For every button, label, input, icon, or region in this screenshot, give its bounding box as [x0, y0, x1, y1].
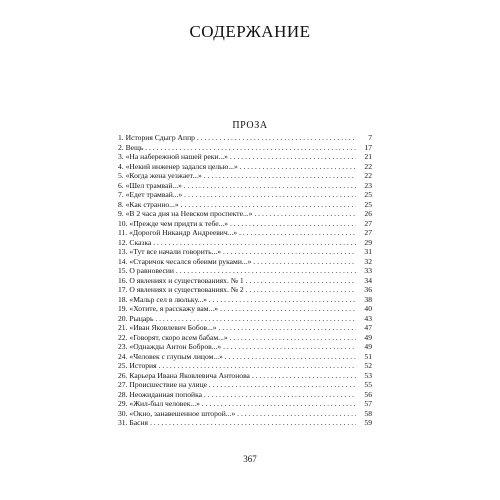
toc-entry: [118, 190, 372, 200]
toc-entry-title: 18. «Мальр сел в люльку...» . . .: [118, 295, 356, 305]
toc-entry: [118, 304, 372, 314]
toc-entry: [118, 380, 372, 390]
toc-entry-page: 27: [356, 228, 372, 238]
toc-entry-title: 4. «Некий инженер задался целью...» . . .: [118, 162, 356, 172]
toc-entry: [118, 266, 372, 276]
toc-entry-page: 23: [356, 181, 372, 191]
toc-entry-title: 20. Рыцарь . . .: [118, 314, 356, 324]
toc-entry-title: 14. «Старичок чесался обеими руками...» . . .: [118, 257, 356, 267]
toc-entry-title: 6. «Шел трамвай...» . . .: [118, 181, 356, 191]
toc-entry: [118, 152, 372, 162]
table-of-contents: [118, 133, 372, 428]
toc-entry-title: 11. «Дорогой Никандр Андреевич...» . . .: [118, 228, 356, 238]
toc-entry-page: 21: [356, 152, 372, 162]
toc-entry-page: 31: [356, 247, 372, 257]
toc-entry: [118, 314, 372, 324]
toc-entry-title: 3. «На набережной нашей реки...» . . .: [118, 152, 356, 162]
toc-entry-page: 32: [356, 257, 372, 267]
toc-entry-page: 52: [356, 361, 372, 371]
toc-entry-title: 9. «В 2 часа дня на Невском проспекте...» . . .: [118, 209, 356, 219]
toc-entry: [118, 285, 372, 295]
toc-entry: [118, 342, 372, 352]
toc-entry-page: 25: [356, 200, 372, 210]
toc-entry: [118, 143, 372, 153]
toc-entry: [118, 323, 372, 333]
toc-entry-page: 49: [356, 333, 372, 343]
toc-entry-title: 23. «Однажды Антон Бобров...» . . .: [118, 342, 356, 352]
toc-entry-title: 28. Неожиданная попойка . . .: [118, 390, 356, 400]
toc-entry-title: 22. «Говорят, скоро всем бабам...» . . .: [118, 333, 356, 343]
toc-entry: [118, 133, 372, 143]
toc-entry-page: 59: [356, 418, 372, 428]
toc-entry: [118, 228, 372, 238]
toc-entry-title: 7. «Едет трамвай...» . . .: [118, 190, 356, 200]
toc-entry: [118, 371, 372, 381]
toc-entry-page: 38: [356, 295, 372, 305]
toc-entry-title: 17. О явлениях и существованиях. № 2 . . .: [118, 285, 356, 295]
section-heading: ПРОЗА: [232, 120, 268, 131]
toc-entry-title: 21. «Иван Яковлевич Бобов...» . . .: [118, 323, 356, 333]
toc-entry-title: 26. Карьера Ивана Яковлевича Антонова . . .: [118, 371, 356, 381]
toc-entry: [118, 418, 372, 428]
toc-entry: [118, 181, 372, 191]
toc-entry-page: 56: [356, 390, 372, 400]
toc-entry-title: 31. Басня . . .: [118, 418, 356, 428]
toc-entry: [118, 352, 372, 362]
toc-entry-title: 24. «Человек с глупым лицом...» . . .: [118, 352, 356, 362]
toc-entry-page: 36: [356, 285, 372, 295]
toc-entry-page: 22: [356, 171, 372, 181]
toc-entry: [118, 238, 372, 248]
toc-entry-page: 40: [356, 304, 372, 314]
toc-entry-title: 2. Вещь . . .: [118, 143, 356, 153]
toc-entry-title: 19. «Хотите, я расскажу вам...» . . .: [118, 304, 356, 314]
toc-entry-page: 34: [356, 276, 372, 286]
toc-entry: [118, 399, 372, 409]
toc-entry: [118, 247, 372, 257]
toc-entry-page: 33: [356, 266, 372, 276]
toc-entry-title: 25. История . . .: [118, 361, 356, 371]
toc-entry: [118, 390, 372, 400]
toc-entry-title: 16. О явлениях и существованиях. № 1 . . .: [118, 276, 356, 286]
toc-entry-page: 57: [356, 399, 372, 409]
toc-entry-title: 15. О равновесии . . .: [118, 266, 356, 276]
toc-entry: [118, 276, 372, 286]
toc-entry: [118, 171, 372, 181]
toc-entry: [118, 200, 372, 210]
toc-entry: [118, 209, 372, 219]
toc-entry-title: 27. Происшествие на улице . . .: [118, 380, 356, 390]
toc-entry-page: 55: [356, 380, 372, 390]
toc-entry-title: 1. История Сдыгр Аппр . . .: [118, 133, 356, 143]
toc-entry-page: 29: [356, 238, 372, 248]
toc-entry-page: 43: [356, 314, 372, 324]
page-number: 367: [243, 454, 257, 464]
toc-entry-page: 17: [356, 143, 372, 153]
toc-entry-title: 5. «Когда жена уезжает...» . . .: [118, 171, 356, 181]
toc-entry-page: 27: [356, 219, 372, 229]
page-title: СОДЕРЖАНИЕ: [189, 22, 311, 41]
toc-entry-page: 26: [356, 209, 372, 219]
toc-entry-title: 13. «Тут все начали говорить...» . . .: [118, 247, 356, 257]
toc-entry-title: 8. «Как странно...» . . .: [118, 200, 356, 210]
toc-entry-page: 53: [356, 371, 372, 381]
toc-entry: [118, 257, 372, 267]
toc-entry: [118, 409, 372, 419]
toc-entry-page: 49: [356, 342, 372, 352]
toc-entry-page: 47: [356, 323, 372, 333]
toc-entry-title: 29. «Жил-был человек...» . . .: [118, 399, 356, 409]
toc-entry: [118, 333, 372, 343]
toc-entry: [118, 219, 372, 229]
toc-entry-page: 25: [356, 190, 372, 200]
toc-entry: [118, 295, 372, 305]
toc-entry-title: 10. «Прежде чем придти к тебе...» . . .: [118, 219, 356, 229]
toc-entry: [118, 162, 372, 172]
toc-entry: [118, 361, 372, 371]
toc-entry-page: 22: [356, 162, 372, 172]
toc-entry-title: 12. Сказка . . .: [118, 238, 356, 248]
toc-entry-page: 51: [356, 352, 372, 362]
toc-entry-page: 7: [356, 133, 372, 143]
toc-entry-title: 30. «Окно, занавешенное шторой...» . . .: [118, 409, 356, 419]
toc-entry-page: 58: [356, 409, 372, 419]
